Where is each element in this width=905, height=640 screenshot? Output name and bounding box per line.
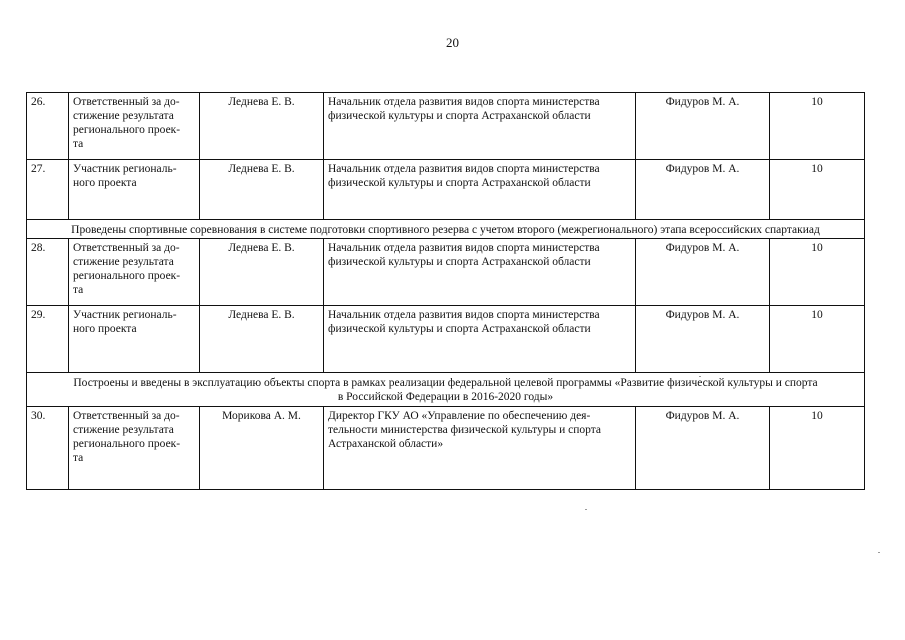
person-cell: Леднева Е. В. (200, 239, 324, 306)
role-text: Ответственный за до- стижение результата регионального проек- та (73, 242, 181, 296)
position-cell (324, 239, 636, 306)
person-cell: Леднева Е. В. (200, 160, 324, 220)
role-text: Ответственный за до- стижение результата регионального проек- та (73, 410, 181, 464)
controller-cell: Фидуров М. А. (636, 306, 770, 373)
section-header-row (27, 220, 865, 239)
row-number: 28. (27, 239, 69, 306)
value-cell: 10 (770, 306, 865, 373)
table-row (27, 306, 865, 373)
scan-speck (699, 376, 701, 377)
row-number: 26. (27, 93, 69, 160)
scan-speck (585, 509, 587, 510)
controller-cell: Фидуров М. А. (636, 239, 770, 306)
page-number: 20 (446, 35, 459, 50)
position-cell (324, 93, 636, 160)
role-cell (69, 306, 200, 373)
position-text: Начальник отдела развития видов спорта министерства физической культуры и спорта Астраханской области (328, 242, 600, 268)
role-cell (69, 407, 200, 490)
table-row (27, 93, 865, 160)
value-cell: 10 (770, 160, 865, 220)
responsibility-table (26, 92, 865, 490)
controller-cell: Фидуров М. А. (636, 407, 770, 490)
role-cell (69, 93, 200, 160)
value-cell: 10 (770, 93, 865, 160)
controller-cell: Фидуров М. А. (636, 160, 770, 220)
value-cell: 10 (770, 407, 865, 490)
section-header-row (27, 373, 865, 407)
table-row (27, 407, 865, 490)
role-text: Участник региональ- ного проекта (73, 309, 177, 335)
role-text: Ответственный за до- стижение результата регионального проек- та (73, 96, 181, 150)
scan-speck (878, 552, 880, 553)
row-number: 30. (27, 407, 69, 490)
role-cell (69, 160, 200, 220)
person-cell: Леднева Е. В. (200, 93, 324, 160)
row-number: 29. (27, 306, 69, 373)
value-cell: 10 (770, 239, 865, 306)
position-cell (324, 407, 636, 490)
person-cell: Леднева Е. В. (200, 306, 324, 373)
position-text: Начальник отдела развития видов спорта министерства физической культуры и спорта Астраханской области (328, 309, 600, 335)
role-text: Участник региональ- ного проекта (73, 163, 177, 189)
role-cell (69, 239, 200, 306)
position-cell (324, 306, 636, 373)
table-row (27, 239, 865, 306)
position-text: Директор ГКУ АО «Управление по обеспечению дея- тельности министерства физической культуры и спорта Астраханской области» (328, 410, 602, 450)
position-text: Начальник отдела развития видов спорта министерства физической культуры и спорта Астраханской области (328, 96, 600, 122)
row-number: 27. (27, 160, 69, 220)
table-row (27, 160, 865, 220)
position-text: Начальник отдела развития видов спорта министерства физической культуры и спорта Астраханской области (328, 163, 600, 189)
section-heading: Построены и введены в эксплуатацию объекты спорта в рамках реализации федеральной целевой программы «Развитие физической культуры и спорта в Российской Федерации в 2016-2020 годы» (27, 373, 865, 407)
section-heading: Проведены спортивные соревнования в системе подготовки спортивного резерва с учетом второго (межрегионального) этапа всероссийских спартакиад (27, 220, 865, 239)
position-cell (324, 160, 636, 220)
controller-cell: Фидуров М. А. (636, 93, 770, 160)
person-cell: Морикова А. М. (200, 407, 324, 490)
